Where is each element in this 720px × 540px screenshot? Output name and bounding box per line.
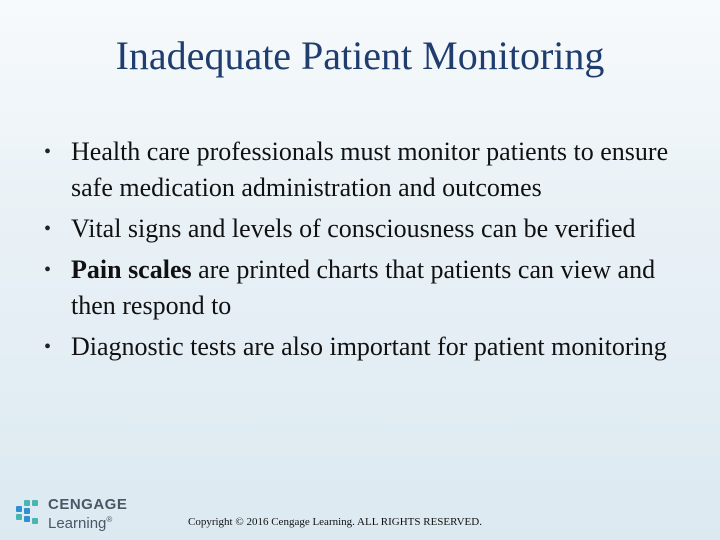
logo-wordmark-bottom xyxy=(48,512,112,532)
slide-title: Inadequate Patient Monitoring xyxy=(115,33,605,78)
bullet-text: Vital signs and levels of consciousness can be verified xyxy=(71,214,636,243)
bullet-text: Health care professionals must monitor patients to ensure safe medication administration and outcomes xyxy=(71,137,669,202)
cengage-logo-icon xyxy=(14,496,46,528)
bullet-marker: • xyxy=(44,336,52,358)
logo-wordmark-top: CENGAGE xyxy=(48,496,128,513)
bullet-marker: • xyxy=(44,218,52,240)
cengage-logo xyxy=(14,496,174,532)
bullet-list xyxy=(44,134,694,370)
logo-wordmark-learning: Learning xyxy=(48,515,107,532)
logo-trademark: ® xyxy=(106,515,113,524)
bullet-marker: • xyxy=(44,259,52,281)
bullet-text: are printed charts that patients can view and then respond to xyxy=(71,255,656,320)
bullet-item xyxy=(44,211,694,247)
bullet-item xyxy=(44,134,694,206)
bullet-item xyxy=(44,252,694,324)
bullet-text: Diagnostic tests are also important for patient monitoring xyxy=(71,332,667,361)
bullet-bold-text: Pain scales xyxy=(71,255,192,284)
bullet-marker: • xyxy=(44,141,52,163)
copyright-notice: Copyright © 2016 Cengage Learning. ALL RIGHTS RESERVED. xyxy=(188,516,482,528)
bullet-item xyxy=(44,329,694,365)
